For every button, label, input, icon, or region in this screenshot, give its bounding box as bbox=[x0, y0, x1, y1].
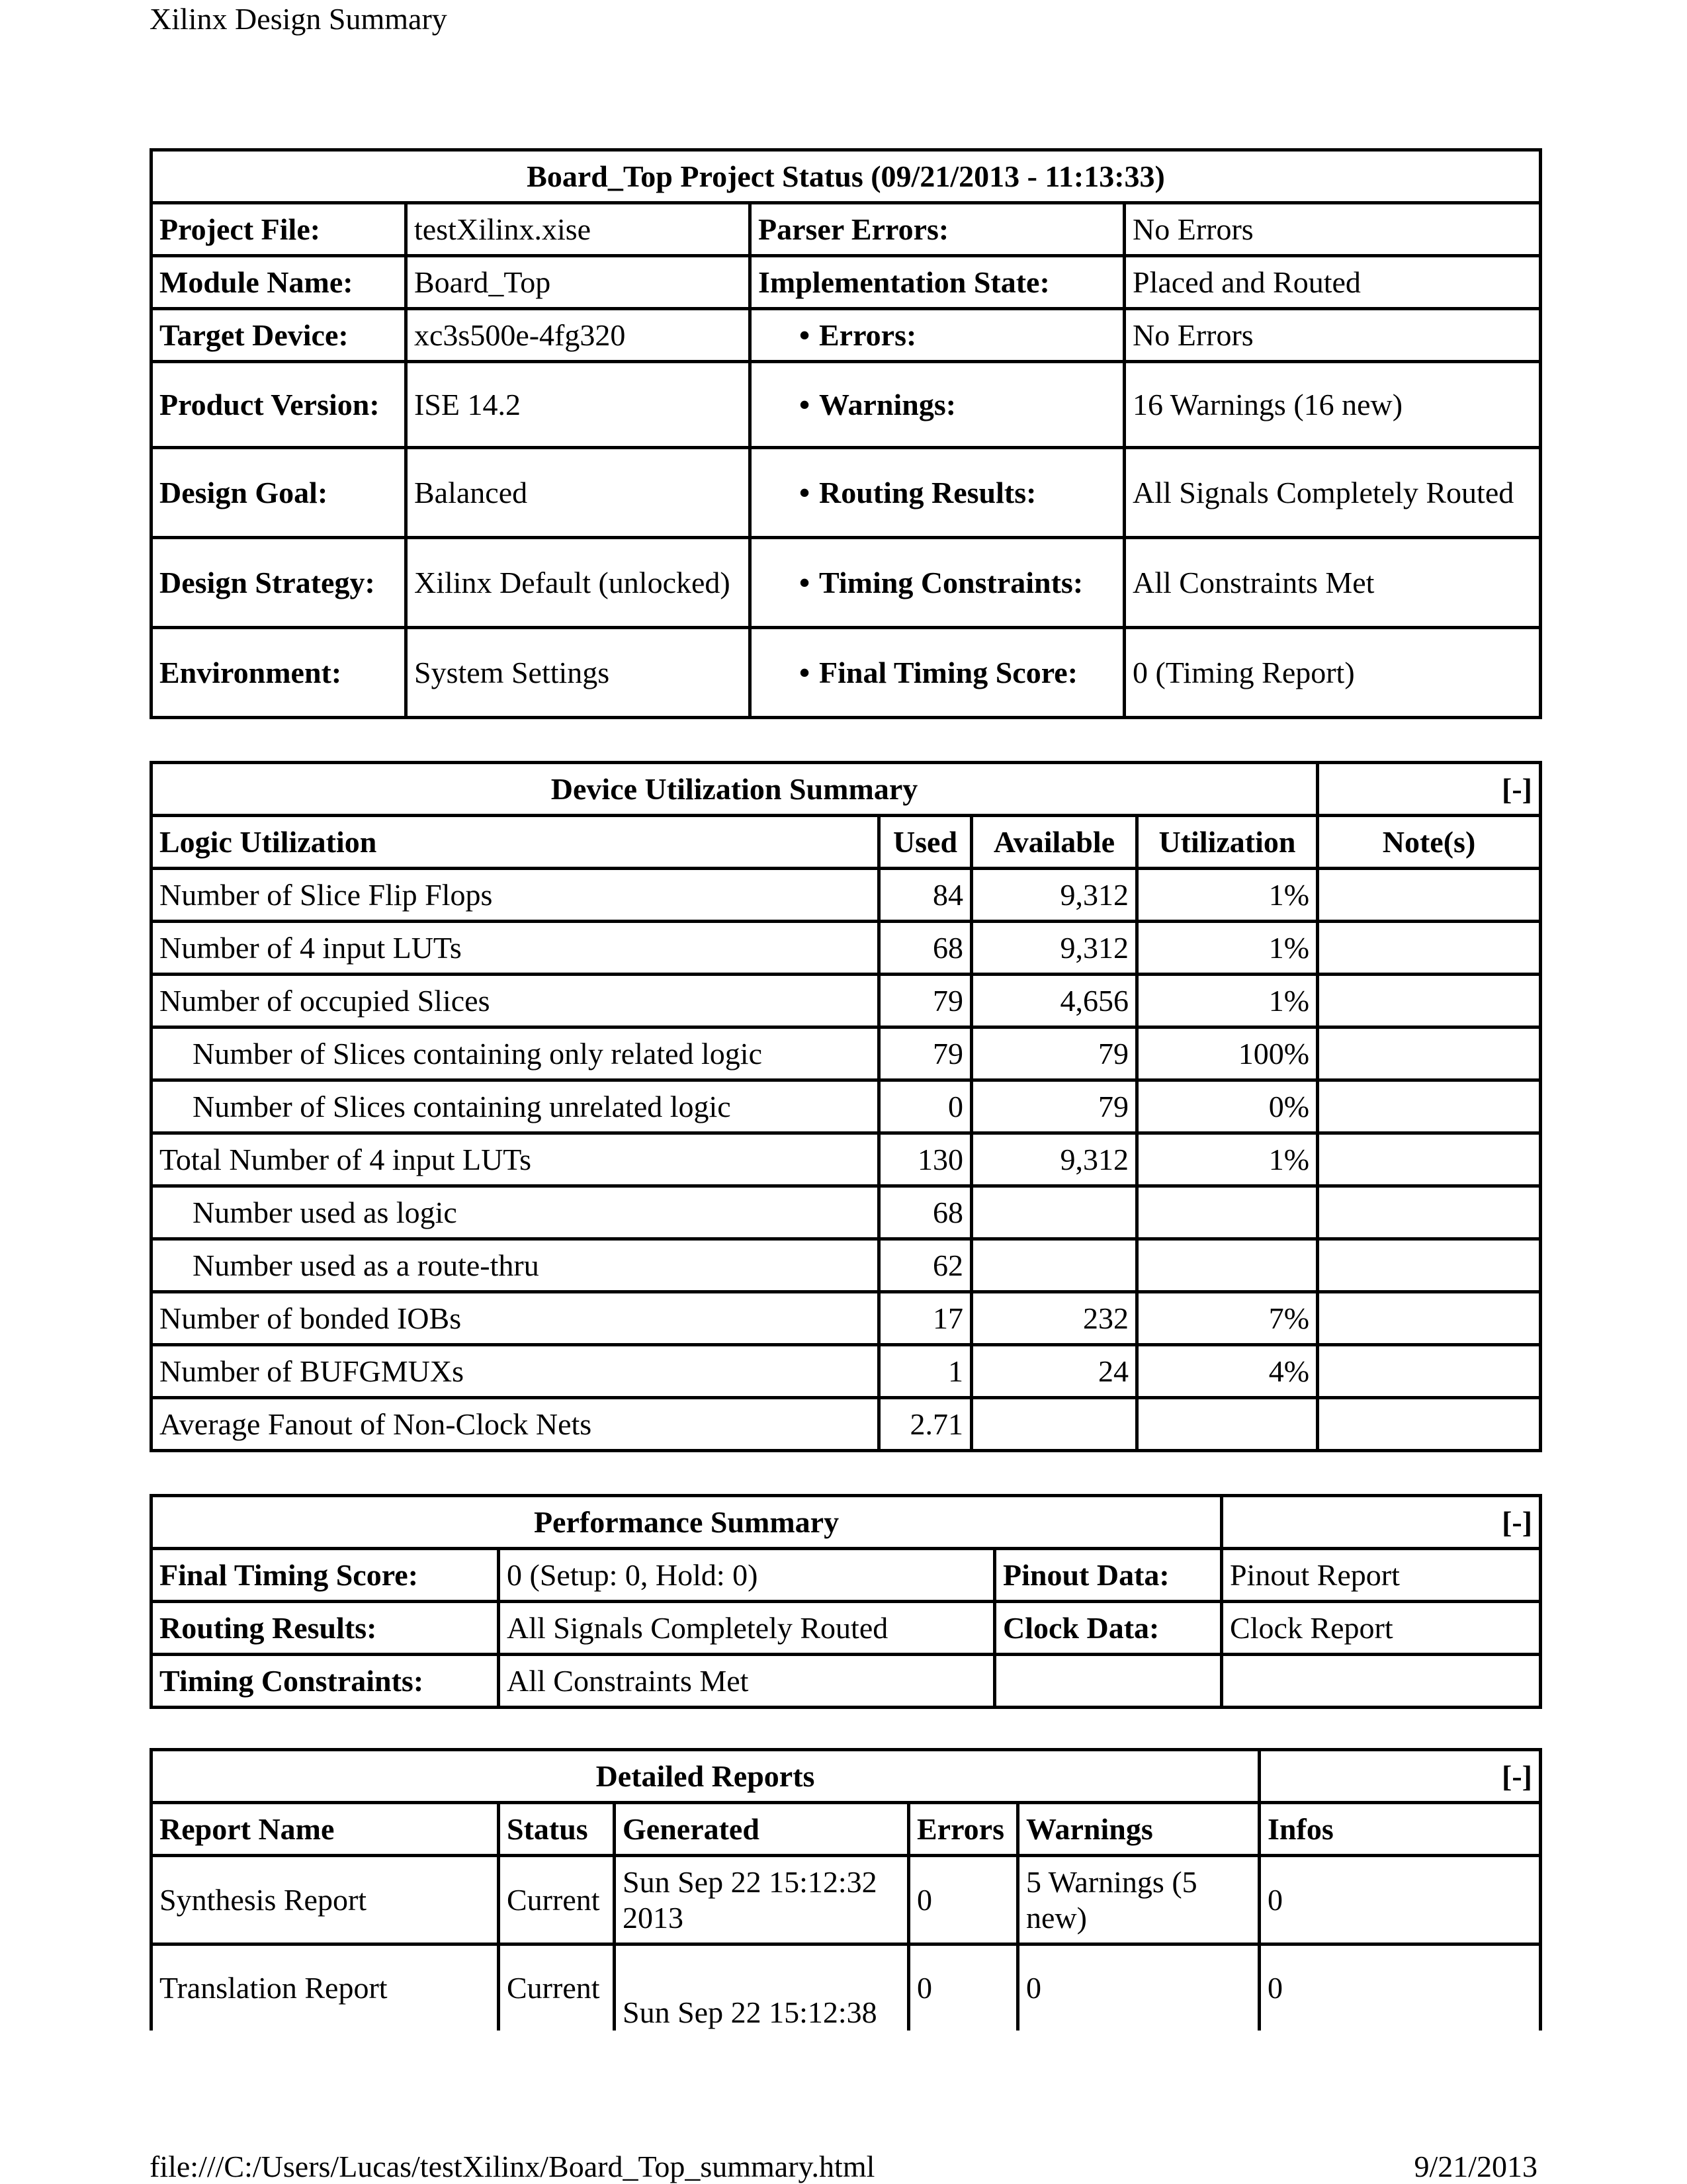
util-available: 79 bbox=[972, 1027, 1137, 1080]
util-name: Number of Slices containing only related logic bbox=[151, 1027, 879, 1080]
util-used: 68 bbox=[879, 1186, 972, 1239]
util-note bbox=[1318, 1292, 1541, 1345]
value-errors: No Errors bbox=[1125, 309, 1541, 362]
value-warnings[interactable]: 16 Warnings (16 new) bbox=[1125, 362, 1541, 448]
value-parser-errors: No Errors bbox=[1125, 203, 1541, 256]
value-module-name: Board_Top bbox=[406, 256, 750, 309]
value-implementation-state: Placed and Routed bbox=[1125, 256, 1541, 309]
util-name: Number of bonded IOBs bbox=[151, 1292, 879, 1345]
header-available: Available bbox=[972, 816, 1137, 869]
util-available: 79 bbox=[972, 1080, 1137, 1133]
report-warnings: 0 bbox=[1018, 1944, 1260, 2031]
util-name: Number used as a route-thru bbox=[151, 1239, 879, 1292]
value-timing-constraints[interactable]: All Constraints Met bbox=[1125, 538, 1541, 628]
util-note bbox=[1318, 1133, 1541, 1186]
performance-summary-title: Performance Summary bbox=[151, 1496, 1222, 1549]
table-row bbox=[151, 1027, 1541, 1080]
label-errors-text: Errors: bbox=[819, 318, 917, 352]
util-note bbox=[1318, 922, 1541, 975]
document-header-title: Xilinx Design Summary bbox=[150, 2, 447, 36]
header-logic-utilization: Logic Utilization bbox=[151, 816, 879, 869]
table-row bbox=[151, 922, 1541, 975]
util-used: 130 bbox=[879, 1133, 972, 1186]
util-note bbox=[1318, 1186, 1541, 1239]
report-generated: Sun Sep 22 15:12:32 2013 bbox=[615, 1856, 909, 1944]
util-available bbox=[972, 1186, 1137, 1239]
util-available bbox=[972, 1398, 1137, 1451]
label-target-device: Target Device: bbox=[151, 309, 406, 362]
label-design-strategy: Design Strategy: bbox=[151, 538, 406, 628]
value-routing-results[interactable]: All Signals Completely Routed bbox=[1125, 448, 1541, 538]
label-environment: Environment: bbox=[151, 628, 406, 718]
table-row bbox=[151, 1856, 1541, 1944]
util-name: Number of 4 input LUTs bbox=[151, 922, 879, 975]
device-utilization-title: Device Utilization Summary bbox=[151, 763, 1318, 816]
table-row bbox=[151, 1292, 1541, 1345]
util-used: 2.71 bbox=[879, 1398, 972, 1451]
header-status: Status bbox=[499, 1803, 615, 1856]
table-row bbox=[151, 1080, 1541, 1133]
label-routing-results bbox=[750, 448, 1125, 538]
header-warnings: Warnings bbox=[1018, 1803, 1260, 1856]
util-note bbox=[1318, 1239, 1541, 1292]
value-environment: System Settings bbox=[406, 628, 750, 718]
label-errors bbox=[750, 309, 1125, 362]
label-design-goal: Design Goal: bbox=[151, 448, 406, 538]
label-pinout-data: Pinout Data: bbox=[995, 1549, 1222, 1602]
util-percent bbox=[1137, 1239, 1318, 1292]
util-name: Number of BUFGMUXs bbox=[151, 1345, 879, 1398]
label-warnings-text: Warnings: bbox=[819, 387, 957, 421]
value-final-timing-score[interactable]: 0 (Timing Report) bbox=[1125, 628, 1541, 718]
table-row bbox=[151, 1944, 1541, 2031]
header-report-name: Report Name bbox=[151, 1803, 499, 1856]
header-notes: Note(s) bbox=[1318, 816, 1541, 869]
util-note bbox=[1318, 1398, 1541, 1451]
util-percent: 7% bbox=[1137, 1292, 1318, 1345]
synthesis-report-link[interactable]: Synthesis Report bbox=[151, 1856, 499, 1944]
label-project-file: Project File: bbox=[151, 203, 406, 256]
util-name: Number used as logic bbox=[151, 1186, 879, 1239]
detailed-reports-collapse-toggle[interactable]: [-] bbox=[1260, 1750, 1541, 1803]
value-design-strategy: Xilinx Default (unlocked) bbox=[406, 538, 750, 628]
project-status-table bbox=[150, 148, 1542, 719]
empty-cell bbox=[1222, 1655, 1541, 1708]
device-utilization-collapse-toggle[interactable]: [-] bbox=[1318, 763, 1541, 816]
table-row bbox=[151, 1186, 1541, 1239]
report-errors: 0 bbox=[909, 1944, 1018, 2031]
performance-summary-table bbox=[150, 1494, 1542, 1709]
table-row bbox=[151, 869, 1541, 922]
report-infos: 0 bbox=[1260, 1856, 1541, 1944]
util-available: 24 bbox=[972, 1345, 1137, 1398]
header-utilization: Utilization bbox=[1137, 816, 1318, 869]
util-percent bbox=[1137, 1398, 1318, 1451]
label-product-version: Product Version: bbox=[151, 362, 406, 448]
table-row bbox=[151, 1398, 1541, 1451]
util-used: 84 bbox=[879, 869, 972, 922]
report-status: Current bbox=[499, 1856, 615, 1944]
util-note bbox=[1318, 1345, 1541, 1398]
util-percent: 4% bbox=[1137, 1345, 1318, 1398]
label-warnings bbox=[750, 362, 1125, 448]
util-note bbox=[1318, 1080, 1541, 1133]
label-perf-routing-results: Routing Results: bbox=[151, 1602, 499, 1655]
table-row bbox=[151, 1239, 1541, 1292]
value-perf-final-timing-score: 0 (Setup: 0, Hold: 0) bbox=[499, 1549, 995, 1602]
header-generated: Generated bbox=[615, 1803, 909, 1856]
project-status-title: Board_Top Project Status (09/21/2013 - 11:13:33) bbox=[151, 150, 1541, 203]
label-timing-constraints bbox=[750, 538, 1125, 628]
util-percent: 1% bbox=[1137, 922, 1318, 975]
label-parser-errors: Parser Errors: bbox=[750, 203, 1125, 256]
label-timing-constraints-text: Timing Constraints: bbox=[819, 565, 1084, 599]
value-perf-routing-results: All Signals Completely Routed bbox=[499, 1602, 995, 1655]
util-name: Number of Slices containing unrelated logic bbox=[151, 1080, 879, 1133]
value-perf-timing-constraints: All Constraints Met bbox=[499, 1655, 995, 1708]
value-target-device: xc3s500e-4fg320 bbox=[406, 309, 750, 362]
device-utilization-table bbox=[150, 761, 1542, 1452]
empty-cell bbox=[995, 1655, 1222, 1708]
label-final-timing-score bbox=[750, 628, 1125, 718]
header-errors: Errors bbox=[909, 1803, 1018, 1856]
util-used: 17 bbox=[879, 1292, 972, 1345]
util-available: 4,656 bbox=[972, 975, 1137, 1027]
util-name: Number of Slice Flip Flops bbox=[151, 869, 879, 922]
util-percent: 1% bbox=[1137, 1133, 1318, 1186]
util-available: 9,312 bbox=[972, 1133, 1137, 1186]
report-infos: 0 bbox=[1260, 1944, 1541, 2031]
pinout-report-link[interactable]: Pinout Report bbox=[1222, 1549, 1541, 1602]
util-available: 9,312 bbox=[972, 869, 1137, 922]
value-product-version: ISE 14.2 bbox=[406, 362, 750, 448]
table-row bbox=[151, 1133, 1541, 1186]
util-percent: 0% bbox=[1137, 1080, 1318, 1133]
clock-report-link[interactable]: Clock Report bbox=[1222, 1602, 1541, 1655]
util-used: 0 bbox=[879, 1080, 972, 1133]
detailed-reports-title: Detailed Reports bbox=[151, 1750, 1260, 1803]
header-used: Used bbox=[879, 816, 972, 869]
util-name: Total Number of 4 input LUTs bbox=[151, 1133, 879, 1186]
util-note bbox=[1318, 869, 1541, 922]
table-row bbox=[151, 1345, 1541, 1398]
table-row bbox=[151, 975, 1541, 1027]
translation-report-link[interactable]: Translation Report bbox=[151, 1944, 499, 2031]
util-percent: 100% bbox=[1137, 1027, 1318, 1080]
label-implementation-state: Implementation State: bbox=[750, 256, 1125, 309]
label-final-timing-score-text: Final Timing Score: bbox=[819, 655, 1078, 689]
header-infos: Infos bbox=[1260, 1803, 1541, 1856]
report-status: Current bbox=[499, 1944, 615, 2031]
performance-collapse-toggle[interactable]: [-] bbox=[1222, 1496, 1541, 1549]
util-percent: 1% bbox=[1137, 975, 1318, 1027]
util-used: 68 bbox=[879, 922, 972, 975]
label-module-name: Module Name: bbox=[151, 256, 406, 309]
footer-print-date: 9/21/2013 bbox=[1414, 2150, 1537, 2183]
report-generated: Sun Sep 22 15:12:38 bbox=[615, 1944, 909, 2031]
util-name: Average Fanout of Non-Clock Nets bbox=[151, 1398, 879, 1451]
value-design-goal: Balanced bbox=[406, 448, 750, 538]
util-name: Number of occupied Slices bbox=[151, 975, 879, 1027]
label-perf-timing-constraints: Timing Constraints: bbox=[151, 1655, 499, 1708]
util-percent bbox=[1137, 1186, 1318, 1239]
util-used: 62 bbox=[879, 1239, 972, 1292]
value-project-file: testXilinx.xise bbox=[406, 203, 750, 256]
util-note bbox=[1318, 975, 1541, 1027]
detailed-reports-table bbox=[150, 1748, 1542, 2031]
util-available: 232 bbox=[972, 1292, 1137, 1345]
util-note bbox=[1318, 1027, 1541, 1080]
util-used: 79 bbox=[879, 975, 972, 1027]
util-percent: 1% bbox=[1137, 869, 1318, 922]
label-routing-results-text: Routing Results: bbox=[819, 475, 1037, 509]
util-used: 79 bbox=[879, 1027, 972, 1080]
util-used: 1 bbox=[879, 1345, 972, 1398]
label-clock-data: Clock Data: bbox=[995, 1602, 1222, 1655]
label-perf-final-timing-score: Final Timing Score: bbox=[151, 1549, 499, 1602]
footer-file-path: file:///C:/Users/Lucas/testXilinx/Board_Top_summary.html bbox=[150, 2150, 875, 2183]
util-available: 9,312 bbox=[972, 922, 1137, 975]
report-warnings[interactable]: 5 Warnings (5 new) bbox=[1018, 1856, 1260, 1944]
report-errors: 0 bbox=[909, 1856, 1018, 1944]
util-available bbox=[972, 1239, 1137, 1292]
